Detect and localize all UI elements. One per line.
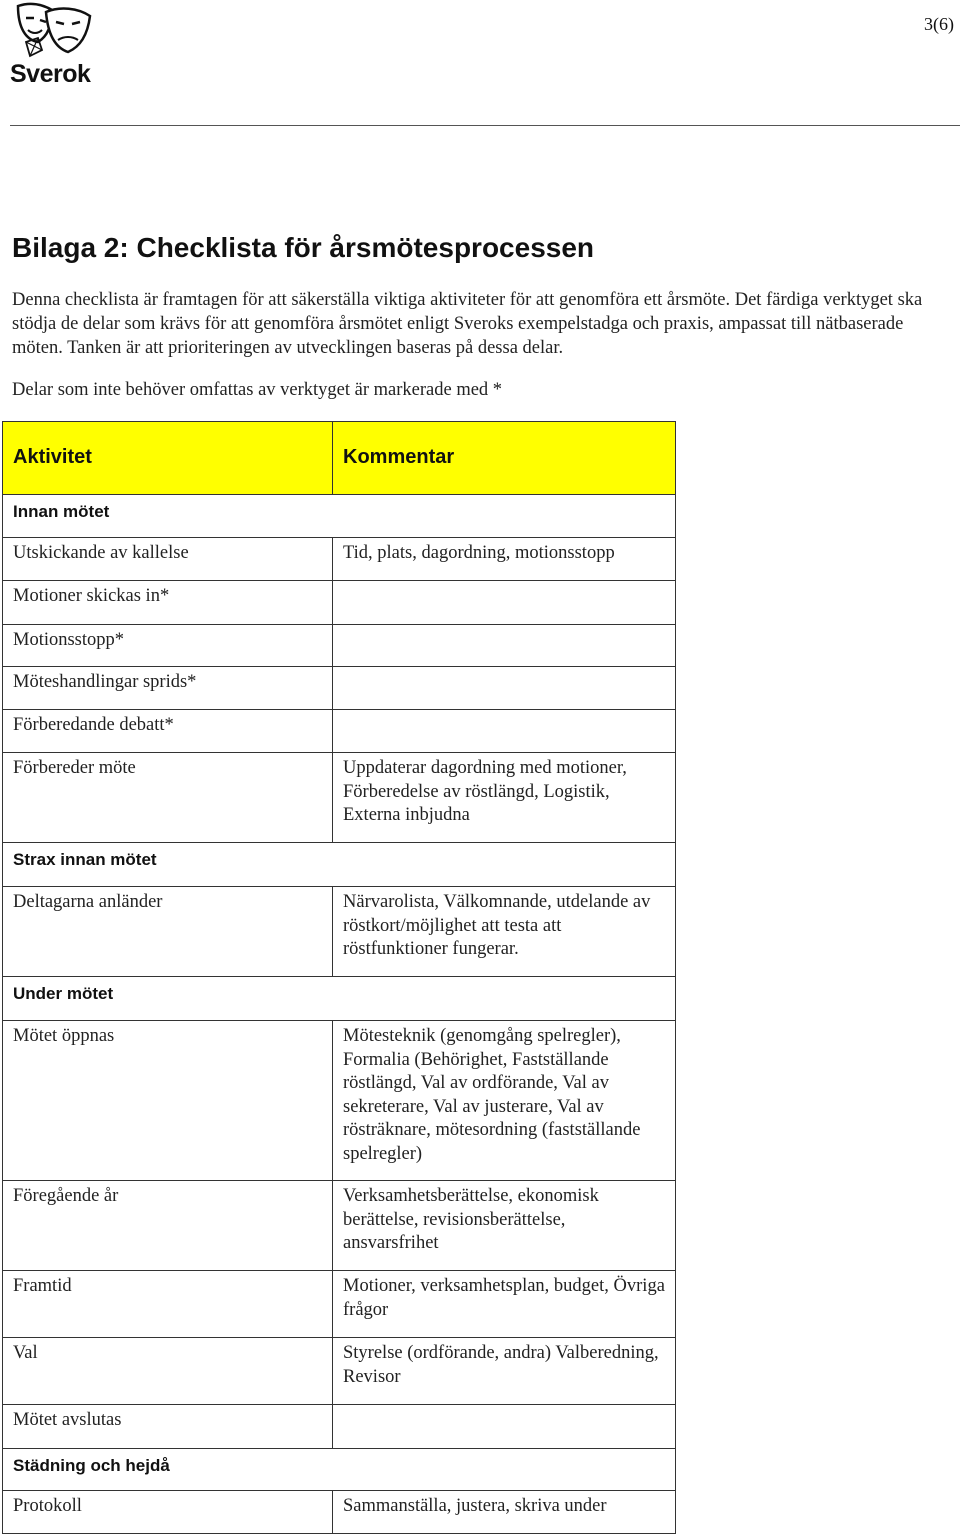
comment-cell: Närvarolista, Välkomnande, utdelande av röstkort/möjlighet att testa att röstfunktioner fungerar. xyxy=(333,887,676,977)
section-label: Städning och hejdå xyxy=(3,1449,333,1491)
activity-cell: Förberedande debatt* xyxy=(3,710,333,753)
column-header-activity: Aktivitet xyxy=(3,422,333,495)
activity-cell: Framtid xyxy=(3,1271,333,1338)
comment-cell: Mötesteknik (genomgång spelregler), Formalia (Behörighet, Fastställande röstlängd, Val av ordförande, Val av sekreterare, Val av justerare, Val av rösträknare, mötesordning (fastställande spelregler) xyxy=(333,1021,676,1181)
theater-masks-icon xyxy=(12,2,96,62)
table-row xyxy=(3,1491,676,1534)
header-divider xyxy=(10,125,960,126)
comment-cell: Verksamhetsberättelse, ekonomisk berättelse, revisionsberättelse, ansvarsfrihet xyxy=(333,1181,676,1271)
column-header-comment: Kommentar xyxy=(333,422,676,495)
activity-cell: Val xyxy=(3,1338,333,1405)
table-row xyxy=(3,1405,676,1449)
comment-cell xyxy=(333,667,676,710)
page-title: Bilaga 2: Checklista för årsmötesprocessen xyxy=(12,232,595,263)
table-row xyxy=(3,1271,676,1338)
table-row xyxy=(3,710,676,753)
page-number: 3(6) xyxy=(924,14,954,34)
table-row xyxy=(3,538,676,581)
activity-cell: Motioner skickas in* xyxy=(3,581,333,625)
table-row xyxy=(3,625,676,667)
table-row xyxy=(3,1338,676,1405)
activity-cell: Motionsstopp* xyxy=(3,625,333,667)
section-blank-cell xyxy=(333,495,676,538)
activity-cell: Förbereder möte xyxy=(3,753,333,843)
comment-cell xyxy=(333,1405,676,1449)
section-label: Under mötet xyxy=(3,977,333,1021)
section-row xyxy=(3,977,676,1021)
comment-cell: Uppdaterar dagordning med motioner, Förberedelse av röstlängd, Logistik, Externa inbjudna xyxy=(333,753,676,843)
table-row xyxy=(3,887,676,977)
table-row xyxy=(3,753,676,843)
table-row xyxy=(3,1021,676,1181)
activity-cell: Mötet öppnas xyxy=(3,1021,333,1181)
comment-cell: Styrelse (ordförande, andra) Valberedning, Revisor xyxy=(333,1338,676,1405)
checklist-body xyxy=(3,495,676,1534)
table-row xyxy=(3,667,676,710)
activity-cell: Mötet avslutas xyxy=(3,1405,333,1449)
section-label: Innan mötet xyxy=(3,495,333,538)
comment-cell xyxy=(333,710,676,753)
logo-wordmark: Sverok xyxy=(10,60,91,88)
activity-cell: Utskickande av kallelse xyxy=(3,538,333,581)
asterisk-note: Delar som inte behöver omfattas av verktyget är markerade med * xyxy=(12,380,503,400)
section-label: Strax innan mötet xyxy=(3,843,333,887)
table-header-row xyxy=(3,422,676,495)
table-row xyxy=(3,1181,676,1271)
comment-cell: Motioner, verksamhetsplan, budget, Övriga frågor xyxy=(333,1271,676,1338)
activity-cell: Protokoll xyxy=(3,1491,333,1534)
comment-cell: Sammanställa, justera, skriva under xyxy=(333,1491,676,1534)
section-blank-cell xyxy=(333,843,676,887)
checklist-table xyxy=(2,421,676,1534)
section-row xyxy=(3,1449,676,1491)
comment-cell: Tid, plats, dagordning, motionsstopp xyxy=(333,538,676,581)
activity-cell: Deltagarna anländer xyxy=(3,887,333,977)
section-blank-cell xyxy=(333,1449,676,1491)
intro-paragraph: Denna checklista är framtagen för att säkerställa viktiga aktiviteter för att genomföra ett årsmöte. Det färdiga verktyget ska stödja de delar som krävs för att genomföra årsmötet enligt Sveroks exempelstadga och praxis, ampassat till nätbaserade möten. Tanken är att prioriteringen av utvecklingen baseras på dessa delar. xyxy=(12,290,923,358)
activity-cell: Möteshandlingar sprids* xyxy=(3,667,333,710)
table-row xyxy=(3,581,676,625)
comment-cell xyxy=(333,625,676,667)
sverok-logo xyxy=(8,2,100,90)
comment-cell xyxy=(333,581,676,625)
section-blank-cell xyxy=(333,977,676,1021)
section-row xyxy=(3,843,676,887)
activity-cell: Föregående år xyxy=(3,1181,333,1271)
section-row xyxy=(3,495,676,538)
